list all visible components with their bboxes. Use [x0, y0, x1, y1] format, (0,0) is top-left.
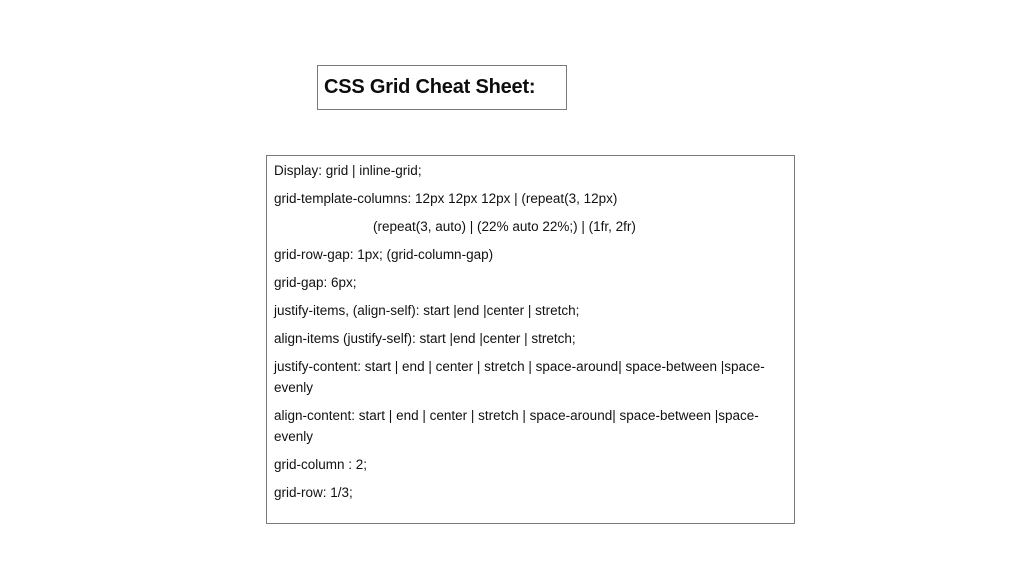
cheat-sheet-box [266, 155, 795, 524]
page-title: CSS Grid Cheat Sheet: [324, 76, 536, 98]
cheat-sheet-line: grid-row: 1/3; [274, 485, 353, 500]
cheat-sheet-line: justify-items, (align-self): start |end |center | stretch; [274, 303, 580, 318]
cheat-sheet-line: grid-row-gap: 1px; (grid-column-gap) [274, 247, 494, 262]
cheat-sheet-line: align-content: start | end | center | stretch | space-around| space-between |space-evenly [274, 408, 759, 444]
cheat-sheet-line: (repeat(3, auto) | (22% auto 22%;) | (1fr, 2fr) [373, 219, 636, 234]
cheat-sheet-line: grid-column : 2; [274, 457, 368, 472]
cheat-sheet-line: align-items (justify-self): start |end |center | stretch; [274, 331, 576, 346]
cheat-sheet-line: grid-gap: 6px; [274, 275, 357, 290]
cheat-sheet-line: justify-content: start | end | center | stretch | space-around| space-between |space-evenly [274, 359, 765, 395]
title-box [317, 65, 567, 110]
cheat-sheet-line: Display: grid | inline-grid; [274, 163, 422, 178]
cheat-sheet-line: grid-template-columns: 12px 12px 12px | (repeat(3, 12px) [274, 191, 618, 206]
